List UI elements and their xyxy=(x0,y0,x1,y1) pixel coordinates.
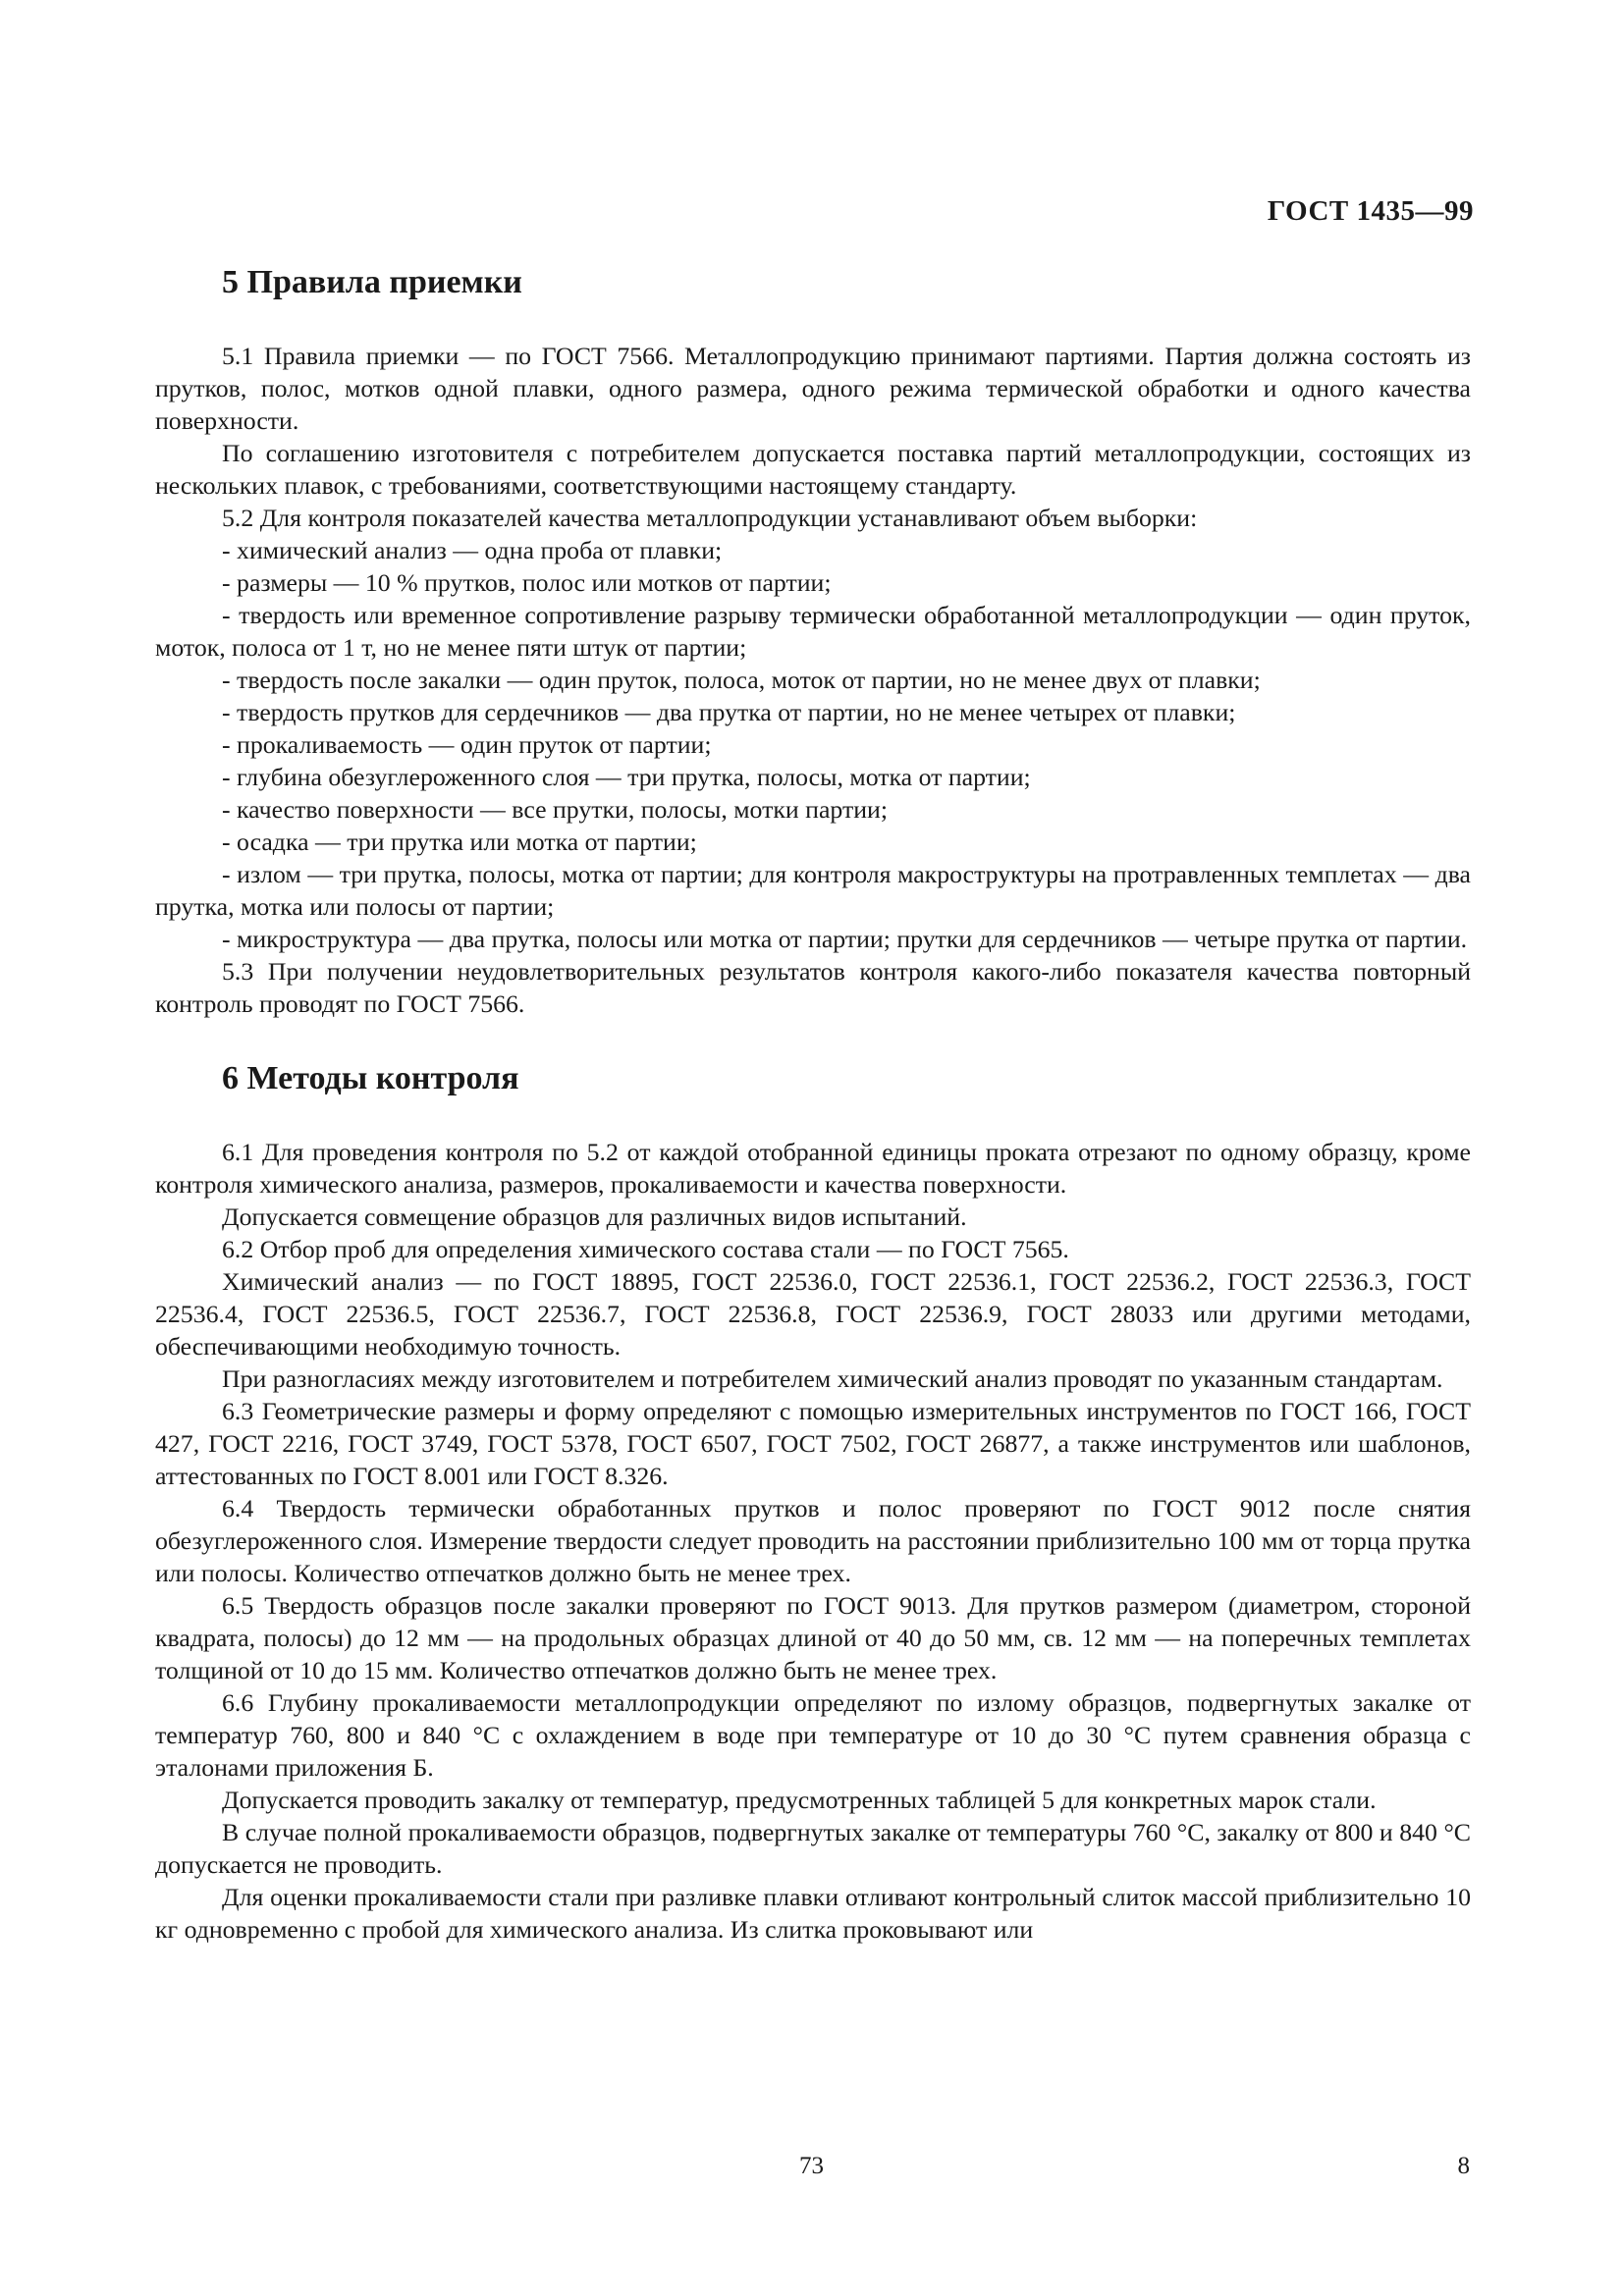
paragraph: Химический анализ — по ГОСТ 18895, ГОСТ 22536.0, ГОСТ 22536.1, ГОСТ 22536.2, ГОСТ 22536.3, ГОСТ 22536.4, ГОСТ 22536.5, ГОСТ 22536.7, ГОСТ 22536.8, ГОСТ 22536.9, ГОСТ 28033 или другими методами, обеспечивающими необходимую точность. xyxy=(155,1267,1471,1361)
list-item: - твердость или временное сопротивление разрыву термически обработанной металлопродукции — один пруток, моток, полоса от 1 т, но не менее пяти штук от партии; xyxy=(155,601,1471,662)
list-item: - глубина обезуглероженного слоя — три прутка, полосы, мотка от партии; xyxy=(222,763,1031,791)
paragraph: 6.6 Глубину прокаливаемости металлопродукции определяют по излому образцов, подвергнутых закалке от температур 760, 800 и 840 °С с охлаждением в воде при температуре от 10 до 30 °С путем сравнения образца с эталонами приложения Б. xyxy=(155,1688,1471,1782)
paragraph: При разногласиях между изготовителем и потребителем химический анализ проводят по указанным стандартам. xyxy=(222,1364,1443,1393)
paragraph: Допускается совмещение образцов для различных видов испытаний. xyxy=(222,1202,967,1231)
paragraph: 5.2 Для контроля показателей качества металлопродукции устанавливают объем выборки: xyxy=(222,504,1198,532)
list-item: - размеры — 10 % прутков, полос или мотков от партии; xyxy=(222,568,832,597)
list-item: - твердость после закалки — один пруток, полоса, моток от партии, но не менее двух от плавки; xyxy=(222,666,1261,694)
paragraph: 6.5 Твердость образцов после закалки проверяют по ГОСТ 9013. Для прутков размером (диаметром, стороной квадрата, полосы) до 12 мм — на продольных образцах длиной от 40 до 50 мм, св. 12 мм — на поперечных темплетах толщиной от 10 до 15 мм. Количество отпечатков должно быть не менее трех. xyxy=(155,1591,1471,1684)
list-item: - химический анализ — одна проба от плавки; xyxy=(222,536,723,564)
list-item: - осадка — три прутка или мотка от партии; xyxy=(222,828,697,856)
paragraph: 6.1 Для проведения контроля по 5.2 от каждой отобранной единицы проката отрезают по одному образцу, кроме контроля химического анализа, размеров, прокаливаемости и качества поверхности. xyxy=(155,1138,1471,1199)
list-item: - микроструктура — два прутка, полосы или мотка от партии; прутки для сердечников — четыре прутка от партии. xyxy=(222,925,1468,953)
section-5-title: 5 Правила приемки xyxy=(222,264,522,300)
document-body xyxy=(155,263,1471,1946)
footer-center-number: 73 xyxy=(799,2153,824,2179)
paragraph: 6.3 Геометрические размеры и форму определяют с помощью измерительных инструментов по ГОСТ 166, ГОСТ 427, ГОСТ 2216, ГОСТ 3749, ГОСТ 5378, ГОСТ 6507, ГОСТ 7502, ГОСТ 26877, а также инструментов или шаблонов, аттестованных по ГОСТ 8.001 или ГОСТ 8.326. xyxy=(155,1397,1471,1490)
paragraph: В случае полной прокаливаемости образцов, подвергнутых закалке от температуры 760 °С, закалку от 800 и 840 °С допускается не проводить. xyxy=(155,1818,1471,1879)
list-item: - твердость прутков для сердечников — два прутка от партии, но не менее четырех от плавки; xyxy=(222,698,1236,726)
section-6-title: 6 Методы контроля xyxy=(222,1060,519,1096)
paragraph: 5.1 Правила приемки — по ГОСТ 7566. Металлопродукцию принимают партиями. Партия должна состоять из прутков, полос, мотков одной плавки, одного размера, одного режима термической обработки и одного качества поверхности. xyxy=(155,342,1471,435)
paragraph: Допускается проводить закалку от температур, предусмотренных таблицей 5 для конкретных марок стали. xyxy=(222,1786,1377,1814)
list-item: - качество поверхности — все прутки, полосы, мотки партии; xyxy=(222,795,889,824)
section-6-body xyxy=(155,1136,1471,1946)
paragraph: По соглашению изготовителя с потребителем допускается поставка партий металлопродукции, состоящих из нескольких плавок, с требованиями, соответствующими настоящему стандарту. xyxy=(155,439,1471,500)
document-code: ГОСТ 1435—99 xyxy=(1267,195,1474,227)
paragraph: 6.2 Отбор проб для определения химического состава стали — по ГОСТ 7565. xyxy=(222,1235,1069,1263)
paragraph: 5.3 При получении неудовлетворительных результатов контроля какого-либо показателя качества повторный контроль проводят по ГОСТ 7566. xyxy=(155,957,1471,1018)
list-item: - излом — три прутка, полосы, мотка от партии; для контроля макроструктуры на протравленных темплетах — два прутка, мотка или полосы от партии; xyxy=(155,860,1471,921)
paragraph: Для оценки прокаливаемости стали при разливке плавки отливают контрольный слиток массой приблизительно 10 кг одновременно с пробой для химического анализа. Из слитка проковывают или xyxy=(155,1883,1471,1944)
paragraph: 6.4 Твердость термически обработанных прутков и полос проверяют по ГОСТ 9012 после снятия обезуглероженного слоя. Измерение твердости следует проводить на расстоянии приблизительно 100 мм от торца прутка или полосы. Количество отпечатков должно быть не менее трех. xyxy=(155,1494,1471,1587)
page-number: 8 xyxy=(1457,2153,1470,2179)
section-5-body xyxy=(155,340,1471,1020)
list-item: - прокаливаемость — один пруток от партии; xyxy=(222,730,712,759)
